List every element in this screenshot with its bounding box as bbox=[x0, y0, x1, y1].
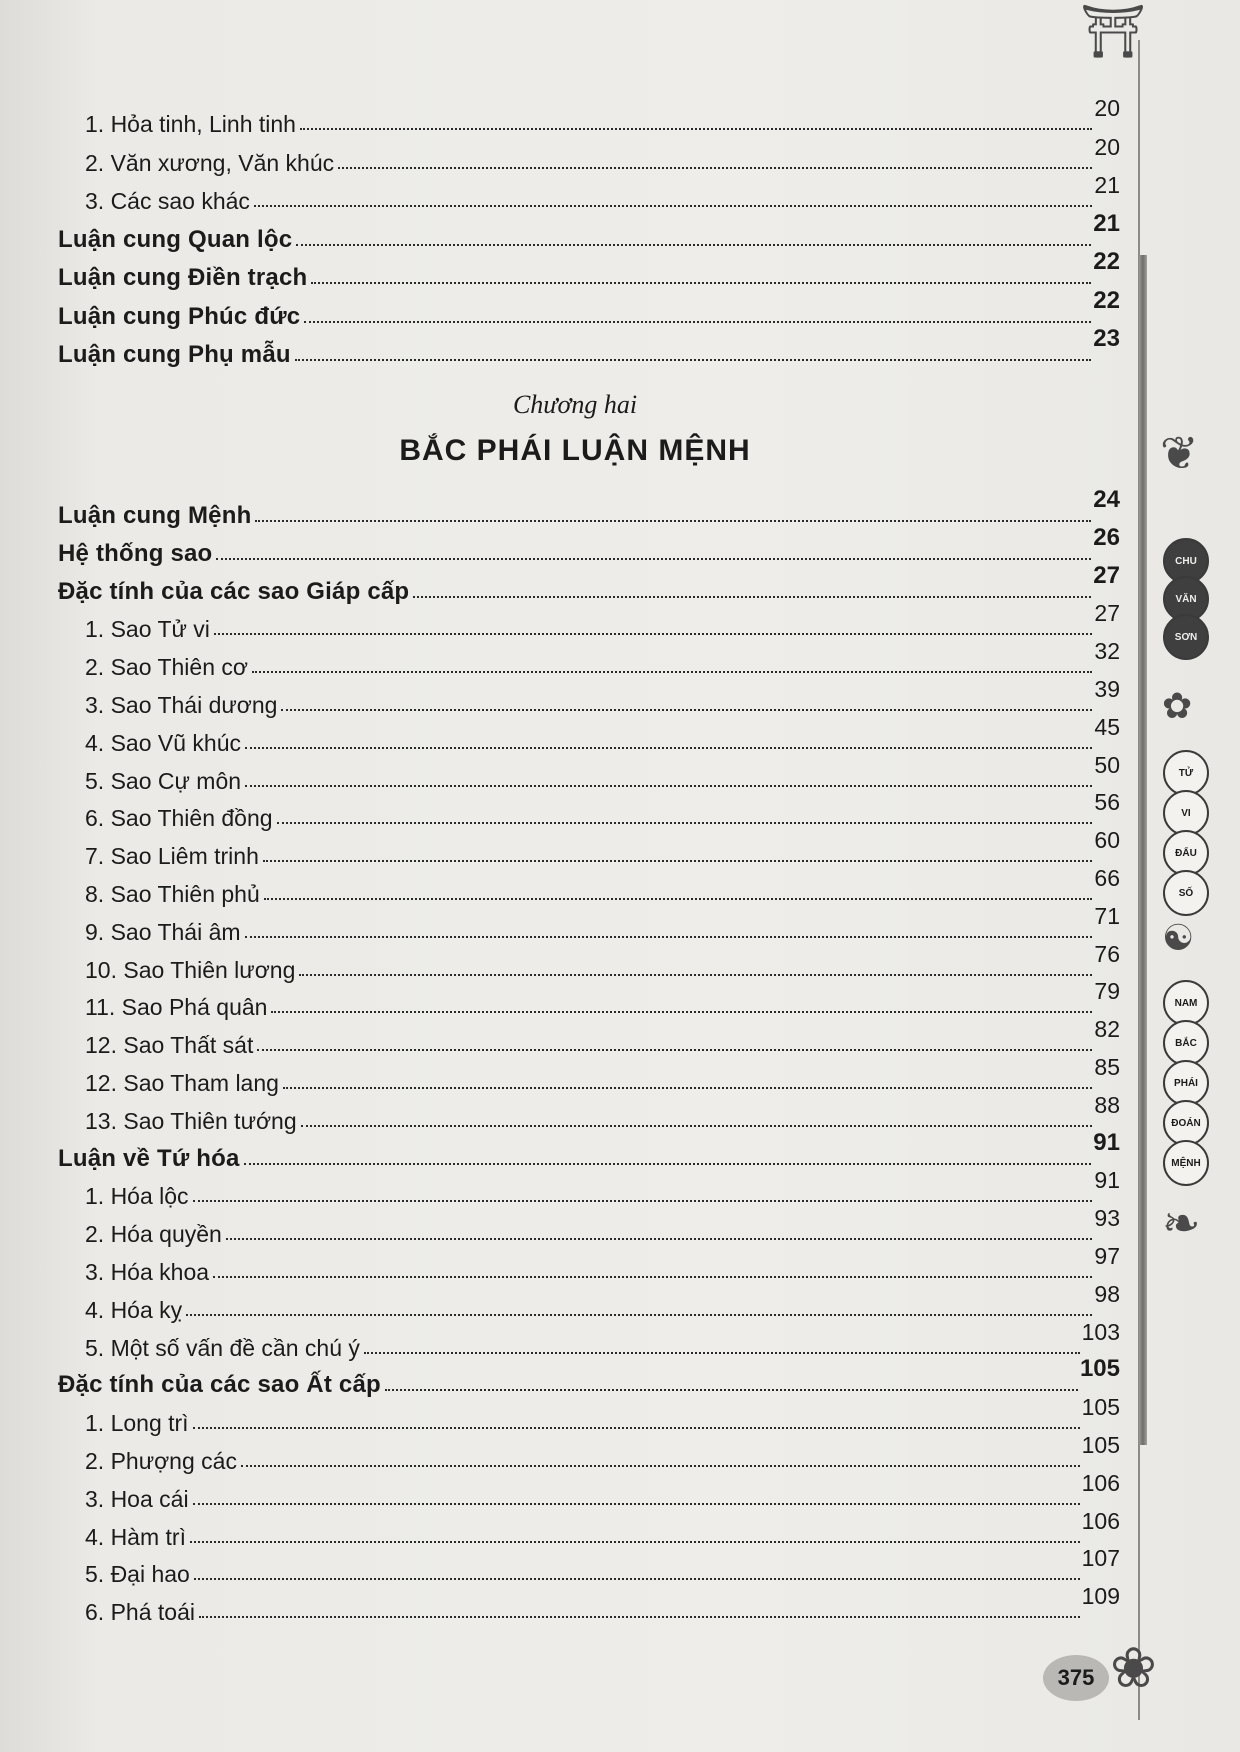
toc-entry-page-number: 107 bbox=[1081, 1545, 1120, 1572]
toc-entry-title: 7. Sao Liêm trinh bbox=[85, 843, 259, 870]
dot-leader bbox=[254, 205, 1092, 207]
toc-entry-page-number: 109 bbox=[1081, 1583, 1120, 1610]
toc-entry bbox=[58, 600, 1120, 643]
toc-entry-page-number: 45 bbox=[1094, 713, 1120, 740]
dot-leader bbox=[245, 785, 1092, 787]
toc-entry bbox=[58, 1355, 1120, 1399]
toc-entry-title: Đặc tính của các sao Ất cấp bbox=[58, 1371, 381, 1399]
toc-entry-page-number: 106 bbox=[1081, 1507, 1120, 1534]
toc-entry-title: Luận cung Phụ mẫu bbox=[58, 341, 291, 368]
toc-entry-title: 1. Sao Tử vi bbox=[85, 616, 210, 643]
side-seal: ĐẨU bbox=[1163, 830, 1209, 876]
toc-entry-page-number: 27 bbox=[1093, 561, 1120, 589]
side-seal: PHÁI bbox=[1163, 1060, 1209, 1106]
toc-entry bbox=[58, 827, 1120, 870]
phoenix-ornament-icon: ❧ bbox=[1162, 1197, 1201, 1249]
dot-leader bbox=[296, 244, 1091, 246]
side-seal: SỐ bbox=[1163, 870, 1209, 916]
dot-leader bbox=[245, 747, 1092, 749]
dot-leader bbox=[264, 898, 1093, 900]
toc-entry-title: 4. Hóa kỵ bbox=[85, 1296, 183, 1323]
toc-entry-page-number: 91 bbox=[1093, 1128, 1120, 1156]
toc-entry-page-number: 71 bbox=[1094, 902, 1120, 929]
toc-entry-page-number: 23 bbox=[1093, 325, 1120, 352]
dot-leader bbox=[413, 596, 1091, 598]
toc-entry-title: Luận cung Quan lộc bbox=[58, 225, 293, 253]
dot-leader bbox=[257, 1049, 1092, 1051]
toc-entry-page-number: 106 bbox=[1081, 1469, 1120, 1496]
toc-entry-page-number: 27 bbox=[1094, 600, 1120, 627]
toc-entry bbox=[58, 486, 1120, 530]
toc-entry-page-number: 20 bbox=[1094, 95, 1120, 121]
toc-entry-page-number: 98 bbox=[1094, 1280, 1120, 1307]
toc-entry-title: 3. Sao Thái dương bbox=[85, 692, 278, 718]
toc-entry-title: 2. Phượng các bbox=[85, 1448, 237, 1474]
toc-entry bbox=[58, 638, 1120, 681]
dot-leader bbox=[385, 1389, 1078, 1391]
dot-leader bbox=[263, 860, 1093, 862]
toc-entry-page-number: 26 bbox=[1093, 523, 1120, 551]
toc-entry bbox=[58, 713, 1120, 757]
dot-leader bbox=[255, 520, 1091, 522]
toc-entry-page-number: 32 bbox=[1094, 638, 1120, 665]
toc-entry-title: 6. Phá toái bbox=[85, 1599, 195, 1626]
dot-leader bbox=[193, 1200, 1093, 1202]
toc-entry bbox=[58, 325, 1120, 369]
flower-ornament-icon: ❀ bbox=[1110, 1636, 1157, 1699]
toc-entry bbox=[58, 1507, 1120, 1551]
toc-entry-title: 6. Sao Thiên đồng bbox=[85, 805, 273, 832]
toc-entry-title: 1. Hỏa tinh, Linh tinh bbox=[85, 111, 296, 137]
toc-entry-title: 1. Hóa lộc bbox=[85, 1183, 189, 1210]
toc-entry-title: 2. Sao Thiên cơ bbox=[85, 654, 248, 681]
toc-entry bbox=[58, 676, 1120, 719]
toc-entry bbox=[58, 1128, 1120, 1173]
toc-entry-page-number: 105 bbox=[1079, 1355, 1120, 1383]
scholars-illustration-icon: ⛩ bbox=[1080, 3, 1147, 61]
toc-entry bbox=[58, 209, 1120, 254]
dot-leader bbox=[244, 1163, 1092, 1165]
toc-entry-title: Hệ thống sao bbox=[58, 539, 213, 567]
toc-entry bbox=[58, 248, 1120, 292]
toc-entry-page-number: 22 bbox=[1093, 248, 1120, 275]
dragon-ornament-icon: ❦ bbox=[1160, 427, 1199, 479]
side-seal: NAM bbox=[1163, 980, 1209, 1026]
dot-leader bbox=[226, 1238, 1093, 1240]
yin-yang-emblem-icon: ☯ bbox=[1162, 917, 1195, 958]
dot-leader bbox=[216, 558, 1091, 560]
lotus-emblem-icon: ✿ bbox=[1162, 685, 1193, 726]
toc-entry-title: 2. Văn xương, Văn khúc bbox=[85, 149, 335, 176]
side-seal: TỬ bbox=[1163, 750, 1209, 796]
side-seal: ĐOÁN bbox=[1163, 1100, 1209, 1146]
dot-leader bbox=[194, 1578, 1080, 1580]
toc-entry-title: 13. Sao Thiên tướng bbox=[85, 1107, 297, 1134]
dot-leader bbox=[199, 1616, 1080, 1618]
dot-leader bbox=[300, 128, 1092, 130]
side-seal: VI bbox=[1163, 790, 1209, 836]
toc-entry-title: Luận cung Điền trạch bbox=[58, 264, 308, 291]
dot-leader bbox=[245, 936, 1093, 938]
toc-entry-title: Luận về Tứ hóa bbox=[58, 1144, 240, 1172]
toc-entry-page-number: 91 bbox=[1094, 1167, 1120, 1194]
toc-entry bbox=[58, 1318, 1120, 1362]
toc-entry-title: 9. Sao Thái âm bbox=[85, 918, 241, 945]
dot-leader bbox=[364, 1352, 1080, 1354]
side-seal: MỆNH bbox=[1163, 1140, 1209, 1186]
toc-entry-page-number: 97 bbox=[1094, 1243, 1120, 1269]
toc-entry-title: 11. Sao Phá quân bbox=[85, 994, 268, 1021]
dot-leader bbox=[190, 1541, 1080, 1543]
side-seal: BẮC bbox=[1163, 1020, 1209, 1066]
toc-entry bbox=[58, 1167, 1120, 1210]
toc-entry-title: 4. Sao Vũ khúc bbox=[85, 729, 241, 756]
toc-entry bbox=[58, 172, 1120, 215]
dot-leader bbox=[241, 1465, 1080, 1467]
toc-entry-title: 1. Long trì bbox=[85, 1410, 189, 1437]
toc-entry-title: 5. Đại hao bbox=[85, 1561, 190, 1588]
toc-entry-page-number: 60 bbox=[1094, 827, 1120, 854]
chapter-label: Chương hai bbox=[512, 390, 638, 419]
toc-entry-page-number: 21 bbox=[1094, 172, 1120, 198]
toc-entry bbox=[58, 789, 1120, 832]
toc-entry-page-number: 105 bbox=[1081, 1432, 1120, 1458]
dot-leader bbox=[299, 974, 1092, 976]
dot-leader bbox=[186, 1314, 1092, 1316]
toc-entry-page-number: 56 bbox=[1094, 789, 1120, 816]
dot-leader bbox=[283, 1087, 1092, 1089]
toc-entry-title: 10. Sao Thiên lương bbox=[85, 956, 296, 983]
toc-entry-page-number: 105 bbox=[1081, 1394, 1120, 1421]
toc-entry bbox=[58, 1243, 1120, 1286]
toc-entry-title: 8. Sao Thiên phủ bbox=[85, 881, 260, 907]
toc-entry-page-number: 39 bbox=[1094, 676, 1120, 702]
toc-entry bbox=[58, 940, 1120, 984]
toc-entry bbox=[58, 978, 1120, 1021]
toc-entry bbox=[58, 1091, 1120, 1135]
dot-leader bbox=[301, 1125, 1093, 1127]
toc-entry bbox=[58, 751, 1120, 795]
toc-entry bbox=[58, 561, 1120, 606]
dot-leader bbox=[214, 633, 1092, 635]
side-seal: SƠN bbox=[1163, 614, 1209, 660]
toc-entry bbox=[58, 1469, 1120, 1513]
dot-leader bbox=[252, 671, 1092, 673]
toc-entry-title: 5. Một số vấn đề cần chú ý bbox=[85, 1334, 360, 1361]
dot-leader bbox=[281, 709, 1092, 711]
toc-entry bbox=[58, 523, 1120, 568]
toc-entry bbox=[58, 902, 1120, 946]
side-seal: VĂN bbox=[1163, 576, 1209, 622]
toc-entry-page-number: 76 bbox=[1094, 940, 1120, 967]
toc-entry-page-number: 103 bbox=[1081, 1318, 1120, 1345]
toc-entry bbox=[58, 865, 1120, 908]
toc-entry-title: 12. Sao Tham lang bbox=[85, 1070, 279, 1096]
toc-entry-page-number: 20 bbox=[1094, 133, 1120, 160]
toc-entry-page-number: 88 bbox=[1094, 1091, 1120, 1118]
toc-entry-page-number: 50 bbox=[1094, 751, 1120, 778]
toc-entry-title: 2. Hóa quyền bbox=[85, 1221, 222, 1248]
toc-entry bbox=[58, 286, 1120, 331]
dot-leader bbox=[295, 359, 1092, 361]
toc-entry-page-number: 93 bbox=[1094, 1205, 1120, 1232]
toc-entry bbox=[58, 1205, 1120, 1248]
dot-leader bbox=[338, 167, 1092, 169]
toc-entry bbox=[58, 133, 1120, 177]
toc-entry-page-number: 85 bbox=[1094, 1054, 1120, 1080]
dot-leader bbox=[193, 1427, 1080, 1429]
page-number: 375 bbox=[1043, 1655, 1109, 1701]
toc-entry-page-number: 66 bbox=[1094, 865, 1120, 891]
toc-entry-title: 4. Hàm trì bbox=[85, 1523, 186, 1550]
toc-entry bbox=[58, 1394, 1120, 1437]
dot-leader bbox=[193, 1503, 1080, 1505]
toc-entry-title: Đặc tính của các sao Giáp cấp bbox=[58, 577, 410, 605]
toc-entry bbox=[58, 1545, 1120, 1588]
toc-entry-title: Luận cung Phúc đức bbox=[58, 302, 301, 330]
dot-leader bbox=[213, 1276, 1092, 1278]
dot-leader bbox=[304, 321, 1091, 323]
toc-entry bbox=[58, 1280, 1120, 1324]
toc-entry bbox=[58, 1054, 1120, 1097]
side-seal: CHU bbox=[1163, 538, 1209, 584]
toc-entry-title: Luận cung Mệnh bbox=[58, 502, 252, 529]
toc-entry bbox=[58, 1016, 1120, 1059]
chapter-title: BẮC PHÁI LUẬN MỆNH bbox=[399, 434, 751, 467]
toc-entry bbox=[58, 1583, 1120, 1626]
toc-entry-page-number: 21 bbox=[1093, 209, 1120, 237]
toc-entry bbox=[58, 1432, 1120, 1475]
toc-entry-title: 5. Sao Cự môn bbox=[85, 767, 242, 794]
dot-leader bbox=[277, 822, 1093, 824]
toc-entry bbox=[58, 95, 1120, 138]
dot-leader bbox=[311, 282, 1091, 284]
toc-entry-title: 3. Hoa cái bbox=[85, 1485, 189, 1512]
toc-entry-page-number: 22 bbox=[1093, 286, 1120, 314]
toc-entry-page-number: 24 bbox=[1093, 486, 1120, 513]
toc-entry-page-number: 79 bbox=[1094, 978, 1120, 1005]
toc-entry-title: 3. Hóa khoa bbox=[85, 1259, 210, 1285]
toc-entry-page-number: 82 bbox=[1094, 1016, 1120, 1043]
toc-entry-title: 3. Các sao khác bbox=[85, 188, 250, 214]
dot-leader bbox=[271, 1011, 1092, 1013]
toc-entry-title: 12. Sao Thất sát bbox=[85, 1032, 254, 1059]
